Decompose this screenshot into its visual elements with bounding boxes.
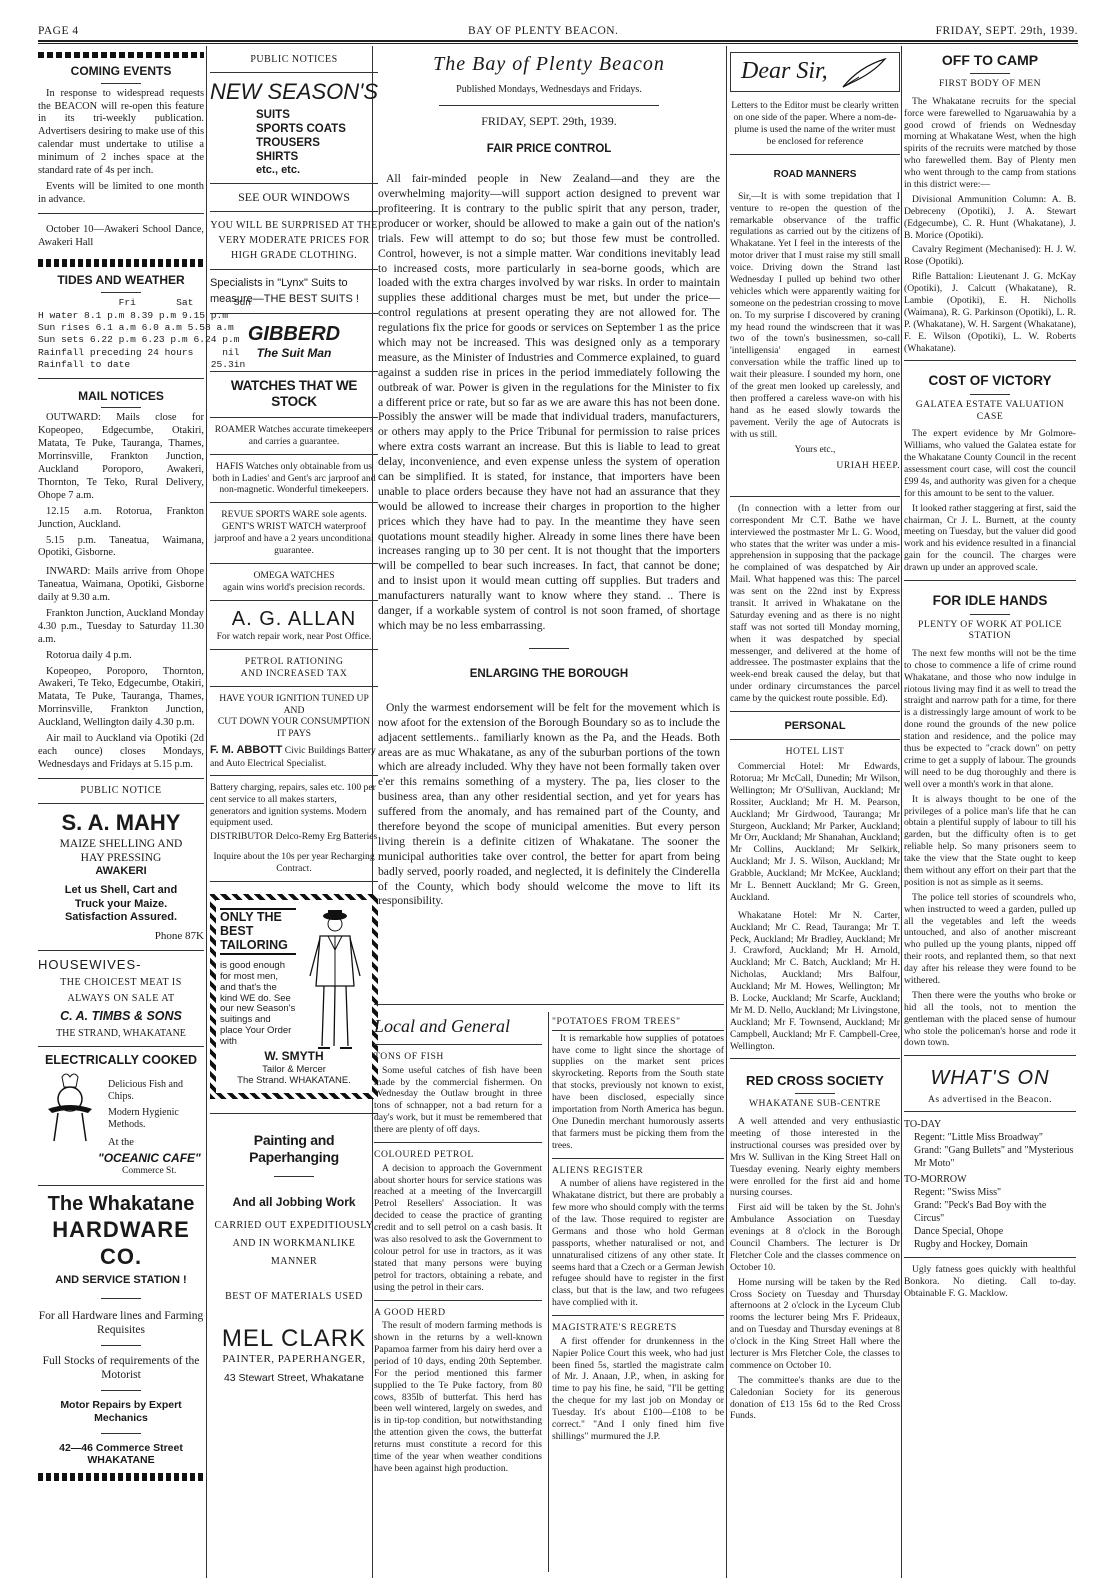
- camp-body: Rifle Battalion: Lieutenant J. G. McKay (Opotiki), J. Calcutt (Whakatane), R. Lambie (Opotiki), E. H. Nicholls (Waimana), R. G. Parkinson (Opotiki), L. R. P. (Whakatane), W. H. Sargent (Whakatane), F. E. Wilson (Opotiki), L. W. Roberts (Whakatane).: [904, 271, 1076, 354]
- tides-row: H water 8.1 p.m 8.39 p.m 9.15 p.m: [38, 309, 228, 321]
- column-rule: [206, 46, 207, 1578]
- whats-on-item: Grand: "Peck's Bad Boy with the Circus": [914, 1200, 1047, 1225]
- local-general-title: Local and General: [374, 1016, 510, 1036]
- personal-title: PERSONAL: [784, 720, 846, 732]
- whats-on-item: Grand: "Gang Bullets" and "Mysterious Mr Moto": [914, 1145, 1074, 1170]
- local-body: A number of aliens have registered in the Whakatane district, but there are probably a few more who should comply with the terms of the law. Those required to register are Germans and those who hold German passports, whether naturalised or not, and unnaturalised citizens of any other state. It seems hard that a Czech or a German Jewish refugee should have to register in the first class, but that is the law, and two refugees have complied with it.: [552, 1178, 724, 1309]
- hardware-line: 42—46 Commerce Street: [59, 1441, 183, 1454]
- watch-item: HAFIS Watches only obtainable from us both in Ladies' and Gent's arc jarproof and non-magnetic. Wonderful timekeepers.: [212, 460, 376, 496]
- mail-inward: INWARD: Mails arrive from Ohope Taneatua, Waimana, Opotiki, Gisborne daily at 9.30 a.m.: [38, 566, 204, 604]
- camp-body: Divisional Ammunition Column: A. B. Debreceny (Opotiki), J. A. Stewart (Edgecumbe), C. R. Hunt (Whakatane), J. B. Morice (Opotiki).: [904, 193, 1076, 241]
- tides-head: Fri Sat Sun: [38, 297, 252, 309]
- bonkora-ad: Ugly fatness goes quickly with healthful Bonkora. No dieting. Call to-day. Obtainable F. G. Macklow.: [904, 1264, 1076, 1300]
- victory-title: COST OF VICTORY: [928, 373, 1052, 389]
- local-body: A first offender for drunkenness in the Napier Police Court this week, who had just been fined 5s, startled the magistrate calm of Mr. J. Anaan, J.P., when, in asking for time to pay his fine, he said, "I'll be getting the cheque for my last job on Monday or Tuesday. It's about £100—£108 to be correct." "And I only fined him five shillings" murmured the J.P.: [552, 1335, 724, 1442]
- local-subhead: ALIENS REGISTER: [552, 1164, 644, 1176]
- idle-hands-title: FOR IDLE HANDS: [932, 593, 1048, 609]
- tides-row: Rainfall to date 25.3in: [38, 359, 246, 371]
- letters-banner: [730, 52, 900, 92]
- watches-title: WATCHES THAT WE STOCK: [230, 377, 358, 410]
- issue-date: FRIDAY, SEPT. 29th, 1939.: [935, 25, 1078, 37]
- timbs-ad: [38, 957, 204, 1041]
- petrol-title: AND INCREASED TAX: [240, 667, 348, 679]
- watch-item: ROAMER Watches accurate timekeepers and carries a guarantee.: [214, 423, 374, 447]
- clark-name: MEL CLARK: [221, 1324, 367, 1352]
- abbott-line: Battery charging, repairs, sales etc. 100 per cent service to all makes starters, generators and ignition systems. Modern equipment used.: [210, 782, 376, 829]
- hardware-ad: [38, 1192, 204, 1467]
- mahy-phone: Phone 87K: [154, 930, 204, 943]
- red-cross-body: First aid will be taken by the St. John's Ambulance Association on Tuesday evenings at 8 o'clock in the Borough Council Chambers. The lecturer is Dr Fletcher Cole and the classes commence on October 10.: [730, 1202, 900, 1273]
- clark-line: 43 Stewart Street, Whakatane: [223, 1372, 365, 1385]
- chef-icon: [40, 1073, 100, 1143]
- hardware-line: Full Stocks of requirements of the Motorist: [42, 1354, 200, 1381]
- red-cross-body: The committee's thanks are due to the Caledonian Society for its generous donation of £13 15s 6d to the Red Cross Funds.: [730, 1374, 900, 1422]
- clark-title: Painting and Paperhanging: [249, 1131, 339, 1165]
- road-manners-title: ROAD MANNERS: [773, 168, 857, 180]
- petrol-line: AND: [283, 704, 305, 716]
- header-rule: [38, 40, 1078, 44]
- mahy-line: AWAKERI: [95, 864, 147, 877]
- camp-subtitle: FIRST BODY OF MEN: [938, 78, 1042, 90]
- hardware-line: For all Hardware lines and Farming Requisites: [38, 1309, 204, 1336]
- column-4: [730, 48, 900, 1576]
- fair-price-title: FAIR PRICE CONTROL: [486, 143, 612, 156]
- letter-signature: URIAH HEEP.: [836, 460, 900, 472]
- local-subhead: TONS OF FISH: [374, 1050, 444, 1062]
- tides-row: Sun sets 6.22 p.m 6.23 p.m 6.24 p.m: [38, 334, 240, 346]
- local-body: It is remarkable how supplies of potatoes have come to light since the shortage of supplies on the market sent prices skyrocketing. Reports from the South state that stocks, previously not known to exist, have been disclosed, especially since importation from North America has begun. One Dunedin merchant humorously asserts that farmers must be picking them from the trees.: [552, 1032, 724, 1151]
- season-lynx: Specialists in "Lynx" Suits to measure—THE BEST SUITS !: [210, 277, 359, 305]
- abbott-line: Inquire about the 10s per year Recharging Contract.: [213, 850, 375, 874]
- mail-outward: OUTWARD: Mails close for Kopeopeo, Edgecumbe, Otakiri, Matata, Te Puke, Tauranga, Thames, Morrinsville, Frankton Junction, Auckland Poroporo, Awakeri, Thornton, Te Teko, Rural Delivery, Ohope 7 a.m.: [38, 412, 204, 501]
- mahy-line: Let us Shell, Cart and: [64, 884, 178, 897]
- gibberd-tagline: The Suit Man: [256, 346, 332, 361]
- abbott-line: Civic Buildings Battery and Auto Electrical Specialist.: [210, 745, 376, 769]
- whats-on-item: Dance Special, Ohope: [914, 1226, 1004, 1238]
- local-subhead: "POTATOES FROM TREES": [552, 1016, 681, 1027]
- letters-intro: Letters to the Editor must be clearly written on one side of the paper. Where a nom-de-plume is used the name of the writer must be enclosed for reference: [731, 100, 899, 147]
- season-title: NEW SEASON'S: [210, 79, 379, 105]
- cafe-title: ELECTRICALLY COOKED: [44, 1053, 198, 1068]
- victory-body: The expert evidence by Mr Golmore-Williams, who valued the Galatea estate for the Whakatane County Council in the recent assessment court case, will cost the council £99 4s, and authority was given for a cheque for this amount to be sent to the valuer.: [904, 428, 1076, 499]
- idle-hands-body: Then there were the youths who broke or hid all the tools, not to mention the gentleman with the placed sense of humour who stole the policeman's horse and rode it down town.: [904, 989, 1076, 1049]
- coming-events-title: COMING EVENTS: [70, 64, 172, 78]
- timbs-line: HOUSEWIVES-: [38, 956, 142, 972]
- hardware-line: HARDWARE CO.: [52, 1216, 190, 1269]
- page-number: PAGE 4: [38, 25, 79, 37]
- mail-air: Air mail to Auckland via Opotiki (2d each ounce) closes Mondays, Wednesdays and Fridays at 5.15 p.m.: [38, 732, 204, 770]
- local-subhead: A GOOD HERD: [374, 1306, 446, 1318]
- publication-days: Published Mondays, Wednesdays and Fridays.: [456, 84, 642, 96]
- idle-hands-body: The next few months will not be the time to chose to commence a life of crime round Whakatane, and those who now indulge in riotous living may find it as well to tread the straight and narrow path for a time, for there is a distressingly large amount of work to be done round the grounds of the new police station and residence, and the police may thus be expected to "crack down" on petty crime to get a supply of labour. The grounds will need to be dug thoroughly and there is well over a month's work in that alone.: [904, 647, 1076, 790]
- editorial-date: FRIDAY, SEPT. 29th, 1939.: [481, 113, 617, 128]
- column-2: [210, 48, 378, 1576]
- tides-row: Rainfall preceding 24 hours nil: [38, 346, 240, 358]
- clark-line: PAINTER, PAPERHANGER,: [222, 1352, 366, 1365]
- editor-note: (In connection with a letter from our correspondent Mr C.T. Bathe we have interviewed the postmaster Mr L. G. Wood, who states that the writer was under a mis-apprehension in supposing that the package he complained of was despatched by Air Mail. What happened was this: The parcel was sent on the 22nd inst by Express transit. It arrived in Whakatane on the Saturday evening and as there is no night staff was not sorted till Monday morning, when it was despatched by special messenger, and delivered at the home of addressee. The postmaster explains that the week-end break caused the delay, but that under ordinary circumstances the parcel came by the quickest route possible. Ed).: [730, 502, 900, 705]
- petrol-line: IT PAYS: [276, 728, 312, 740]
- whats-on-item: Rugby and Hockey, Domain: [914, 1239, 1028, 1251]
- tailor-figure-icon: [304, 906, 366, 1056]
- paper-name: BAY OF PLENTY BEACON.: [468, 25, 619, 37]
- mail-line: Frankton Junction, Auckland Monday 4.30 p.m., Tuesday to Saturday 11.30 a.m.: [38, 607, 204, 645]
- season-item: etc., etc.: [256, 164, 301, 177]
- whats-on-title: WHAT'S ON: [930, 1067, 1050, 1090]
- public-notice-label: PUBLIC NOTICE: [80, 784, 162, 796]
- idle-hands-body: It is always thought to be one of the privileges of a police man's life that he can obtain a plentiful supply of labour to till his garden, but the difficulty often is to get reliable help. So many prisoners seem to take the view that the State ought to keep them without any effort on their part that the position is not as simple as it seems.: [904, 793, 1076, 888]
- local-body: The result of modern farming methods is shown in the returns by a well-known Papamoa farmer from his dairy herd over a period of 10 days, ending 20th September. For the period mentioned this farmer supplied to the Te Puke factory, from 80 cows, 835lb of butterfat. This herd has been well wintered, largely on swedes, and is in tip-top condition, but notwithstanding the attention given the cows, the butterfat returns must constitute a record for this time of the year when weather conditions have been against high production.: [374, 1320, 542, 1474]
- watch-item: REVUE SPORTS WARE sole agents. GENT'S WRIST WATCH waterproof jarproof and have a 2 years unconditional guarantee.: [214, 509, 374, 556]
- abbott-line: DISTRIBUTOR Delco-Remy Erg Batteries: [210, 831, 378, 843]
- season-item: SUITS: [256, 109, 290, 122]
- cafe-line: Commerce St.: [122, 1166, 177, 1177]
- red-cross-body: A well attended and very enthusiastic meeting of those interested in the instructional courses was presided over by Mrs W. Sullivan in the King Street Hall on Tuesday evening. Nearly eighty members were enrolled for the first aid and home nursing courses.: [730, 1116, 900, 1199]
- clark-line: And all Jobbing Work: [232, 1194, 356, 1209]
- timbs-line: THE CHOICEST MEAT IS: [60, 976, 182, 988]
- cafe-line: Delicious Fish and Chips.: [108, 1079, 183, 1103]
- hardware-line: AND SERVICE STATION !: [55, 1274, 187, 1287]
- mahy-ad: [38, 810, 204, 944]
- event-item: October 10—Awakeri School Dance, Awakeri Hall: [38, 223, 204, 248]
- camp-body: Cavalry Regiment (Mechanised): H. J. W. Rose (Opotiki).: [904, 244, 1076, 268]
- smyth-body: is good enough for most men, and that's the kind WE do. See our new Season's suitings and place Your Order with: [220, 959, 296, 1048]
- borough-body: Only the warmest endorsement will be felt for the movement which is now afoot for the extension of the Borough Boundary so as to include the adjacent settlements.. familiarly known as the Pa, and the Heads. Both areas are as muc Whakatane, as any of the suburban portions of the town which are already included. Why they have not been formally taken over e'er this remains something of a mystery. The pa, lies closer to the business area, than any other residential section, and yet for years has suffered from the anomaly, and has remained part of the County, and therefore beyond the scope of municipal amenities. But every person living therein is a definite citizen of Whakatane. The sooner the municipal authorities take over control, the better for apart from being badly served, poorly roaded, and neglected, it is definitely the Cinderella of the County, which body should welcome the move to lift its responsibility.: [378, 700, 720, 908]
- local-body: Some useful catches of fish have been made by the commercial fishermen. On Wednesday the Outlaw brought in three tons of schnapper, not a bad return for a day's work, but it must be remembered that there are plenty of off days.: [374, 1064, 542, 1136]
- abbott-name: F. M. ABBOTT: [210, 744, 283, 757]
- timbs-line: ALWAYS ON SALE AT: [67, 992, 175, 1004]
- hotel-commercial: Commercial Hotel: Mr Edwards, Rotorua; Mr McCall, Dunedin; Mr Wilson, Wellington; Mr O'Sullivan, Auckland; Mr Rossiter, Auckland; Mr H. M. Pearson, Auckland; Mr Girdwood, Tauranga; Mr Sturgeon, Auckland; Mr Parker, Auckland; Mr Orr, Auckland; Mr Shanahan, Auckland; Mr Collins, Auckland; Mr Selkirk, Auckland; Mr J. S. Wilson, Auckland; Mr Grabble, Auckland; Mr McKee, Auckland; Mr L. Bennett Auckland; Mr G. Green, Auckland.: [730, 761, 900, 903]
- mahy-line: Satisfaction Assured.: [64, 910, 178, 923]
- petrol-title: PETROL RATIONING: [244, 655, 344, 667]
- petrol-line: HAVE YOUR IGNITION TUNED UP: [219, 692, 369, 704]
- smyth-ad: [210, 894, 378, 1099]
- season-item: TROUSERS: [256, 137, 320, 150]
- petrol-line: CUT DOWN YOUR CONSUMPTION: [217, 716, 371, 728]
- mail-line: 5.15 p.m. Taneatua, Waimana, Opotiki, Gisborne.: [38, 534, 204, 559]
- victory-subtitle: GALATEA ESTATE VALUATION CASE: [915, 398, 1065, 422]
- fair-price-body: All fair-minded people in New Zealand—and they are the overwhelming majority—will support action designed to prevent war profiteering. It is contrary to the public spirit that any person, trader, producer or worker, should be allowed to make a gain out of the nation's trials. Few will attempt to do so; but those few must be controlled. Control, however, is not a simple matter. War conditions inevitably lead to increased costs, more particularly in sea-borne goods, which are loaded with the extra charges involved by war risks. In order to maintain supplies these additional charges must be met, but under the price—control regulations at present operating they are not allowed for. The regulations fix the price for goods or services on September 1 as the price which may not be increased. This was designed only as a temporary measure, as the Minister of Industries and Commerce explained, to guard against a sudden rise in prices in the period immediately following the outbreak of war. Power is given in the regulations for the Minister to fix a different price or rate, but so far as we are aware this has not been done. Possibly the answer will be made that individual traders, manufacturers, or others may apply to the Price Tribunal for permission to raise prices where extra costs warrant an increase. But this is liable to lead to great delay, inconvenience, and even expense unless the system of operation can be simplified. It is stated, for instance, that importers have been unable to place orders because they have not had an assurance that they would be allowed to increase their charges in proportion to the higher prices which they have had to pay. In the meantime they have seen quotations mount steadily higher. Already in some lines there have been increases ranging up to 30 per cent. It is not thought that the importers will be compelled to bear such increases. In fact, that cannot be done; and to insist upon it would mean cutting off supplies. But traders and manufacturers naturally want to know where they stand. .. There is danger, if a workable system of control is not soon framed, of shortage which may be no less embarrassing.: [378, 172, 720, 632]
- hardware-line: The Whakatane: [47, 1193, 195, 1216]
- clark-line: BEST OF MATERIALS USED: [225, 1291, 363, 1303]
- mail-line: Kopeopeo, Poroporo, Thornton, Awakeri, Te Teko, Edgecumbe, Otakiri, Matata, Te Puke, Tauranga, Thames, Morrinsville, Frankton Junction, Auckland, Wellington daily 4.30 p.m.: [38, 665, 204, 729]
- column-5: [904, 48, 1076, 1576]
- mail-line: Rotorua daily 4 p.m.: [46, 649, 132, 661]
- allan-line: For watch repair work, near Post Office.: [216, 631, 372, 643]
- red-cross-subtitle: WHAKATANE SUB-CENTRE: [748, 1098, 882, 1110]
- borough-title: ENLARGING THE BOROUGH: [469, 667, 629, 680]
- hardware-line: WHAKATANE: [87, 1454, 155, 1467]
- red-cross-title: RED CROSS SOCIETY: [746, 1073, 884, 1089]
- column-rule: [726, 46, 727, 1578]
- camp-body: The Whakatane recruits for the special force were farewelled to Ngaruawahia by a good crowd of friends on Wednesday morning at Whakatane West, when the high spirits of the recruits were matched by those who farewelled them. Bay of Plenty men who went through to the camp from stations in this district were:—: [904, 95, 1076, 191]
- mail-line: 12.15 a.m. Rotorua, Frankton Junction, Auckland.: [38, 505, 204, 530]
- local-general: [374, 1012, 724, 1572]
- smyth-addr: The Strand. WHAKATANE.: [237, 1075, 351, 1087]
- local-body: A decision to approach the Government about shorter hours for service stations was reached at a meeting of the Invercargill Petrol Resellers' Association. It was decided to cease the practice of granting credit and to sell petrol on a cash basis. It was also resolved to ask the Government to colour petrol for use in tractors, as it was stated that many persons were buying petrol for tractors, obtaining a rebate, and using the petrol in their cars.: [374, 1162, 542, 1293]
- coming-events-limit: Events will be limited to one month in advance.: [38, 180, 204, 205]
- cafe-ad: [38, 1053, 204, 1179]
- hotel-whakatane: Whakatane Hotel: Mr N. Carter, Auckland; Mr C. Read, Tauranga; Mr T. Peck, Auckland; Mr Bradley, Auckland; Mr J. Crawford, Auckland; Mr H. Arnold, Auckland; Mr C. Batch, Auckland; Mr H. Nicholas, Auckland; Mrs Balfour, Auckland; Mr M. Howes, Wellington; Mr B. Locke, Auckland; Mr Scarfe, Auckland; Mr M. D. Nello, Auckland; Mr Livingstone, Auckland; Mr F. Townsend, Auckland; Mr Campbell, Auckland; Mr F. Campbell-Cree, Wellington.: [730, 909, 900, 1052]
- gibberd-name: GIBBERD: [247, 322, 341, 345]
- coming-events-body: In response to widespread requests the BEACON will re-open this feature in its tri-weekly publication. Advertisers desiring to make use of this calendar must undertake to utilise a minimum of 2 inches space at the standard rate of 4s per inch.: [38, 87, 204, 176]
- watch-item: OMEGA WATCHES: [253, 569, 335, 581]
- hardware-line: Motor Repairs by Expert Mechanics: [60, 1398, 182, 1424]
- watch-item: again wins world's precision records.: [222, 581, 366, 593]
- letter-closing: Yours etc.,: [794, 444, 836, 456]
- season-surprise: YOU WILL BE SURPRISED AT THE VERY MODERATE PRICES FOR HIGH GRADE CLOTHING.: [210, 220, 378, 262]
- quill-icon: [839, 57, 889, 89]
- mail-title: MAIL NOTICES: [78, 388, 164, 403]
- whats-on-subtitle: As advertised in the Beacon.: [927, 1093, 1053, 1105]
- camp-title: OFF TO CAMP: [941, 52, 1039, 68]
- idle-hands-subtitle: PLENTY OF WORK AT POLICE STATION: [917, 618, 1062, 642]
- tides-title: TIDES AND WEATHER: [57, 273, 185, 288]
- red-cross-body: Home nursing will be taken by the Red Cross Society on Tuesday and Thursday afternoons at 2 o'clock in the Lyceum Club rooms the lecturer being Mrs F. Prideaux, and on Tuesday and Thursday evenings at 8 o'clock in the King Street Hall where the lecturer is Mrs Fletcher Cole, the classes to commence on October 10.: [730, 1276, 900, 1371]
- smyth-title: ONLY THE BEST TAILORING: [220, 908, 296, 955]
- local-subhead: COLOURED PETROL: [374, 1149, 474, 1160]
- local-subhead: MAGISTRATE'S REGRETS: [552, 1322, 677, 1334]
- whats-on-item: Regent: "Little Miss Broadway": [914, 1132, 1043, 1144]
- paper-flag: The Bay of Plenty Beacon: [433, 53, 665, 75]
- idle-hands-body: The police tell stories of scoundrels who, when instructed to weed a garden, pulled up all the vegetables and left the weeds untouched, and also of another miscreant who pulled up the young plants, nipped off their roots, and replanted them, so that next day after his release they were found to be withered.: [904, 891, 1076, 986]
- mahy-line: MAIZE SHELLING AND: [59, 837, 183, 850]
- mahy-line: HAY PRESSING: [80, 851, 162, 864]
- tides-row: Sun rises 6.1 a.m 6.0 a.m 5.58 a.m: [38, 321, 234, 333]
- cafe-name: "OCEANIC CAFE": [98, 1151, 201, 1166]
- whats-on-day: TO-DAY: [904, 1119, 942, 1131]
- whats-on-day: TO-MORROW: [904, 1174, 967, 1186]
- season-item: SHIRTS: [256, 151, 299, 164]
- road-manners-body: Sir,—It is with some trepidation that I venture to re-open the question of the remarkable observance of the traffic regulations as carried out by the citizens of Whakatane. Yet I feel in the interests of the motor driver that I must raise my still small voice. Driving down the Strand last Wednesday I pulled up behind two other vehicles which were apparently waiting for someone on the pedestrian crossing to move on. To my surprise I discovered by craning my head round the windscreen that it was two of the town's businessmen, so-call 'intelligensia' engaged in earnest conversation while the traffic lined up to wait their pleasure. I sounded my horn, one of the great men looked up carelessly, and then proffered a careless wave-on with his hand as he eased slowly towards the pavement. Verily the age of Autocrats is with us still.: [730, 190, 900, 440]
- season-item: SPORTS COATS: [256, 123, 346, 136]
- smyth-name: W. SMYTH: [264, 1048, 324, 1063]
- timbs-name: C. A. TIMBS & SONS: [60, 1008, 182, 1023]
- public-notices-label: PUBLIC NOTICES: [250, 54, 338, 65]
- timbs-line: THE STRAND, WHAKATANE: [56, 1028, 186, 1040]
- allan-name: A. G. ALLAN: [231, 607, 357, 630]
- mahy-line: Truck your Maize.: [74, 897, 168, 910]
- cafe-line: Modern Hygienic Methods.: [108, 1107, 179, 1131]
- victory-body: It looked rather staggering at first, said the chairman, Cr J. L. Burnett, at the county meeting on Tuesday, but the valuer did good work and his evidence resulted in a financial gain for the council. The charges were drawn up under an approved scale.: [904, 502, 1076, 574]
- season-windows: SEE OUR WINDOWS: [238, 190, 350, 205]
- cafe-line: At the: [108, 1137, 134, 1149]
- whats-on-item: Regent: "Swiss Miss": [914, 1187, 1002, 1199]
- column-3: [374, 48, 724, 1010]
- ornament-rule: [38, 52, 204, 58]
- hotel-list-title: HOTEL LIST: [785, 746, 845, 758]
- mahy-name: S. A. MAHY: [61, 809, 181, 835]
- letters-title: Dear Sir,: [741, 58, 828, 84]
- smyth-addr: Tailor & Mercer: [262, 1063, 326, 1075]
- column-rule: [901, 46, 902, 1578]
- clark-line: CARRIED OUT EXPEDITIOUSLY AND IN WORKMANLIKE MANNER: [214, 1220, 374, 1268]
